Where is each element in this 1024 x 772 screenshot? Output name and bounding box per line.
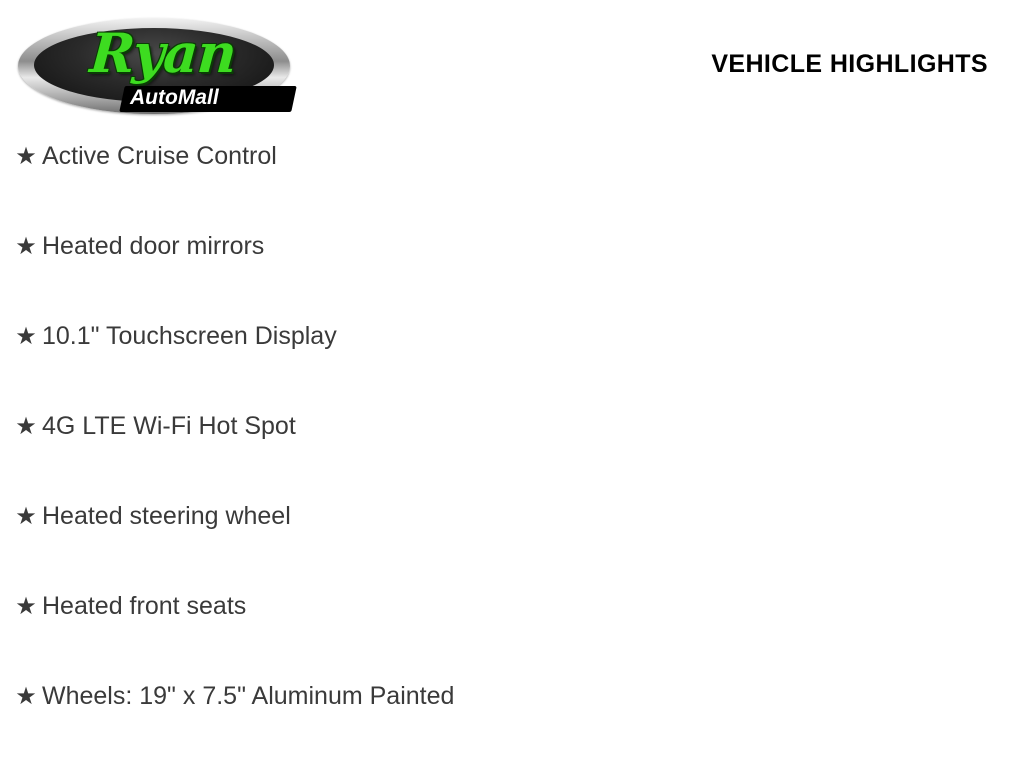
list-item: [0, 232, 1024, 322]
highlight-label: 4G LTE Wi-Fi Hot Spot: [42, 412, 296, 440]
list-item: [0, 682, 1024, 772]
star-icon: ★: [15, 143, 37, 170]
ryan-auto-mall-logo: [18, 8, 290, 120]
highlight-label: Active Cruise Control: [42, 142, 277, 170]
list-item: [0, 412, 1024, 502]
highlight-label: 10.1" Touchscreen Display: [42, 322, 337, 350]
star-icon: ★: [15, 413, 37, 440]
star-icon: ★: [15, 503, 37, 530]
list-item: [0, 592, 1024, 682]
star-icon: ★: [15, 233, 37, 260]
star-icon: ★: [15, 683, 37, 710]
list-item: [0, 502, 1024, 592]
page-title: VEHICLE HIGHLIGHTS: [711, 50, 988, 78]
list-item: [0, 142, 1024, 232]
star-icon: ★: [15, 593, 37, 620]
page-header: [0, 0, 1024, 130]
logo-brand-subtitle: AutoMall: [130, 86, 219, 109]
highlight-label: Heated door mirrors: [42, 232, 265, 260]
logo-brand-name: Ryan: [87, 21, 239, 85]
highlight-label: Heated front seats: [42, 592, 247, 620]
highlight-label: Heated steering wheel: [42, 502, 291, 530]
highlight-label: Wheels: 19" x 7.5" Aluminum Painted: [42, 682, 455, 710]
highlights-list: [0, 142, 1024, 772]
list-item: [0, 322, 1024, 412]
star-icon: ★: [15, 323, 37, 350]
